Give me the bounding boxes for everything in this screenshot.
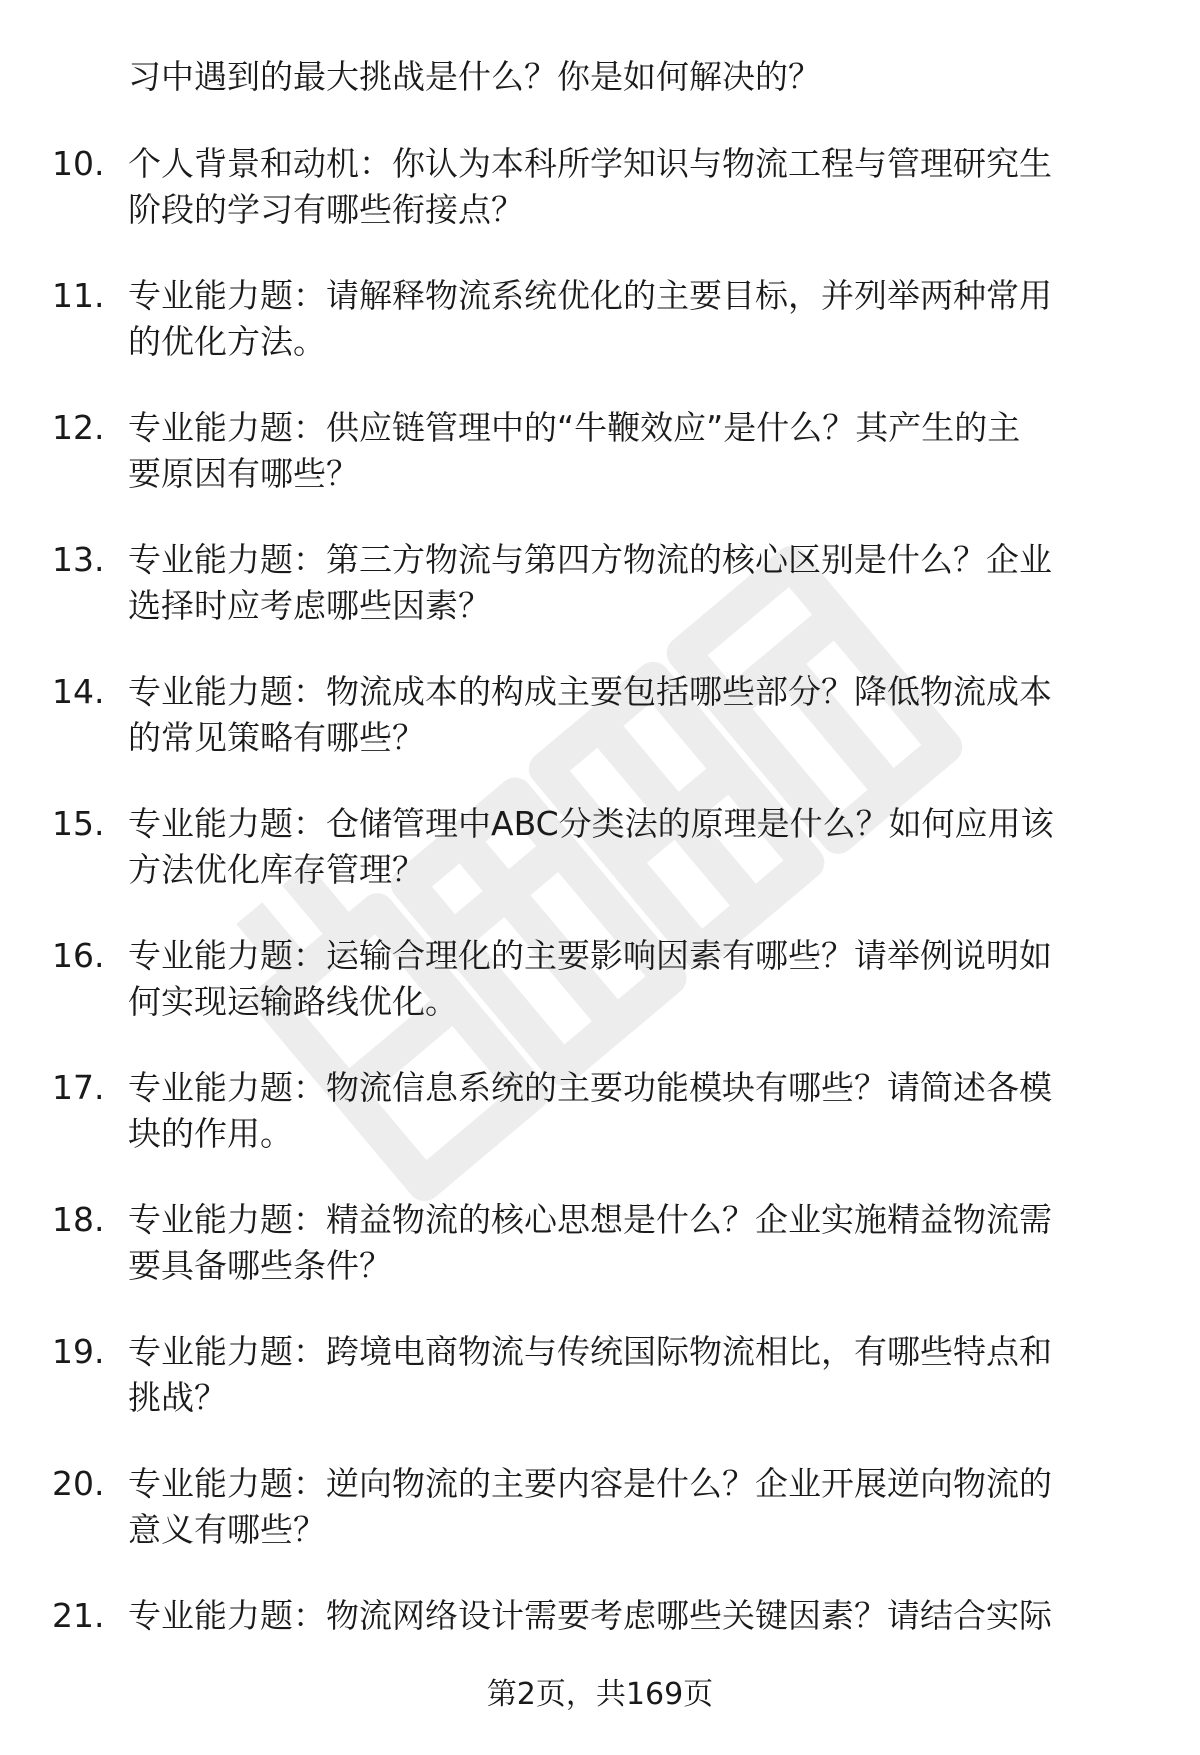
question-list [0,141,1200,1725]
question-line: 个人背景和动机：你认为本科所学知识与物流工程与管理研究生 [128,144,1052,183]
page-footer: 第2页，共169页 [486,1677,714,1712]
question-line: 块的作用。 [128,1114,293,1153]
question-line: 方法优化库存管理？ [128,850,425,889]
list-item [0,801,1200,933]
question-line: 专业能力题：第三方物流与第四方物流的核心区别是什么？企业 [128,540,1052,579]
question-number: 17. [52,1068,105,1107]
question-line: 专业能力题：运输合理化的主要影响因素有哪些？请举例说明如 [128,936,1052,975]
question-number: 14. [52,672,105,711]
question-line: 的常见策略有哪些？ [128,718,425,757]
question-text [128,933,1138,1025]
question-line: 专业能力题：物流网络设计需要考虑哪些关键因素？请结合实际 [128,1596,1052,1635]
question-text [128,801,1138,893]
question-line: 专业能力题：精益物流的核心思想是什么？企业实施精益物流需 [128,1200,1052,1239]
question-line: 阶段的学习有哪些衔接点？ [128,190,524,229]
question-text [128,537,1138,629]
list-item [0,1329,1200,1461]
question-line: 专业能力题：逆向物流的主要内容是什么？企业开展逆向物流的 [128,1464,1052,1503]
question-text [128,1593,1138,1639]
question-number: 10. [52,144,105,183]
question-line: 专业能力题：物流信息系统的主要功能模块有哪些？请简述各模 [128,1068,1052,1107]
question-number: 16. [52,936,105,975]
question-number: 15. [52,804,105,843]
question-text [128,273,1138,365]
list-item [0,141,1200,273]
question-line: 专业能力题：请解释物流系统优化的主要目标，并列举两种常用 [128,276,1052,315]
question-text [128,1065,1138,1157]
list-item [0,537,1200,669]
question-number: 13. [52,540,105,579]
question-line: 专业能力题：跨境电商物流与传统国际物流相比，有哪些特点和 [128,1332,1052,1371]
question-text [128,1461,1138,1553]
question-line: 意义有哪些？ [128,1510,326,1549]
question-line: 专业能力题：仓储管理中ABC分类法的原理是什么？如何应用该 [128,804,1054,843]
question-text [128,1329,1138,1421]
question-number: 20. [52,1464,105,1503]
list-item [0,405,1200,537]
question-line: 专业能力题：供应链管理中的“牛鞭效应”是什么？其产生的主 [128,408,1021,447]
question-line: 的优化方法。 [128,322,326,361]
continued-question-text: 习中遇到的最大挑战是什么？你是如何解决的？ [128,57,821,96]
list-item [0,1197,1200,1329]
question-text [128,141,1138,233]
question-number: 21. [52,1596,105,1635]
question-text [128,405,1138,497]
list-item [0,669,1200,801]
question-text [128,1197,1138,1289]
question-line: 要具备哪些条件？ [128,1246,392,1285]
list-item [0,273,1200,405]
question-line: 要原因有哪些？ [128,454,359,493]
list-item [0,933,1200,1065]
question-number: 12. [52,408,105,447]
question-line: 何实现运输路线优化。 [128,982,458,1021]
list-item [0,1461,1200,1593]
question-number: 18. [52,1200,105,1239]
question-text [128,669,1138,761]
list-item [0,1065,1200,1197]
question-line: 选择时应考虑哪些因素？ [128,586,491,625]
question-line: 专业能力题：物流成本的构成主要包括哪些部分？降低物流成本 [128,672,1052,711]
question-line: 挑战？ [128,1378,227,1417]
question-number: 19. [52,1332,105,1371]
question-number: 11. [52,276,105,315]
